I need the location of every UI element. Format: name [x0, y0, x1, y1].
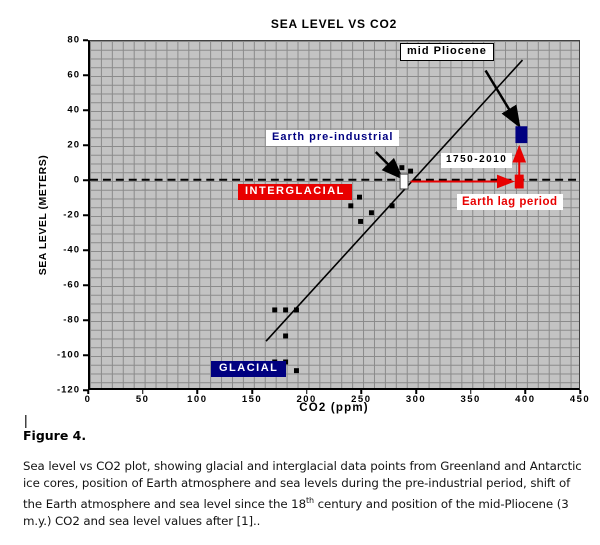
- y-tick-mark: [83, 214, 88, 216]
- y-tick-label: -80: [63, 314, 80, 326]
- y-tick-mark: [83, 109, 88, 111]
- earth-lag-2010-marker: [515, 175, 524, 189]
- x-axis-title: CO2 (ppm): [299, 402, 369, 414]
- y-tick-mark: [83, 319, 88, 321]
- chart-title: SEA LEVEL VS CO2: [270, 17, 398, 31]
- x-tick-label: 450: [569, 394, 591, 405]
- y-tick-label: -60: [63, 279, 80, 291]
- y-tick-label: -20: [63, 209, 80, 221]
- annotation-mid-pliocene: mid Pliocene: [400, 43, 494, 61]
- y-tick-label: 60: [67, 69, 80, 81]
- text-cursor: |: [24, 412, 28, 428]
- x-tick-label: 0: [84, 394, 92, 405]
- annotation-1750-2010: 1750-2010: [441, 153, 512, 168]
- figure-label: Figure 4.: [23, 428, 87, 443]
- annotation-earth-lag-period: Earth lag period: [457, 194, 563, 210]
- x-tick-label: 250: [351, 394, 372, 405]
- y-tick-label: -40: [63, 244, 80, 256]
- y-tick-mark: [83, 179, 88, 181]
- y-tick-label: 40: [67, 104, 80, 116]
- y-axis-title: SEA LEVEL (METERS): [37, 154, 49, 276]
- caption-superscript: th: [305, 496, 314, 505]
- y-tick-label: -100: [56, 349, 80, 361]
- earth-pre-industrial-marker: [400, 174, 408, 189]
- caption-text-part2: century and position of the mid-Pliocene (3 m.y.) CO2 and sea level values after [1]..: [23, 496, 569, 528]
- y-tick-mark: [83, 354, 88, 356]
- x-tick-label: 350: [460, 394, 481, 405]
- y-tick-mark: [83, 249, 88, 251]
- caption-text: [23, 458, 588, 530]
- x-tick-label: 200: [296, 394, 317, 405]
- y-tick-mark: [83, 284, 88, 286]
- annotation-interglacial: INTERGLACIAL: [238, 184, 352, 200]
- x-tick-label: 150: [241, 394, 263, 405]
- annotation-glacial: GLACIAL: [211, 361, 286, 377]
- annotation-earth-pre-industrial: Earth pre-industrial: [266, 130, 399, 146]
- x-tick-label: 50: [135, 394, 150, 405]
- x-tick-label: 100: [187, 394, 208, 405]
- y-tick-label: -120: [56, 384, 80, 396]
- y-tick-label: 0: [73, 174, 80, 186]
- x-tick-label: 400: [515, 394, 536, 405]
- y-tick-label: 20: [67, 139, 80, 151]
- y-tick-label: 80: [67, 34, 80, 46]
- y-tick-mark: [83, 39, 88, 41]
- caption-text-part1: Sea level vs CO2 plot, showing glacial and interglacial data points from Greenland and Antarctic ice cores, position of Earth atmosphere and sea levels during the pre-industrial period, shift of the Earth atmosphere and sea level since the 18: [23, 459, 582, 511]
- y-tick-mark: [83, 144, 88, 146]
- plot-svg: [90, 41, 579, 388]
- plot-area: [88, 40, 580, 390]
- x-tick-label: 300: [405, 394, 427, 405]
- y-tick-mark: [83, 389, 88, 391]
- y-tick-mark: [83, 74, 88, 76]
- mid-pliocene-marker: [515, 126, 527, 143]
